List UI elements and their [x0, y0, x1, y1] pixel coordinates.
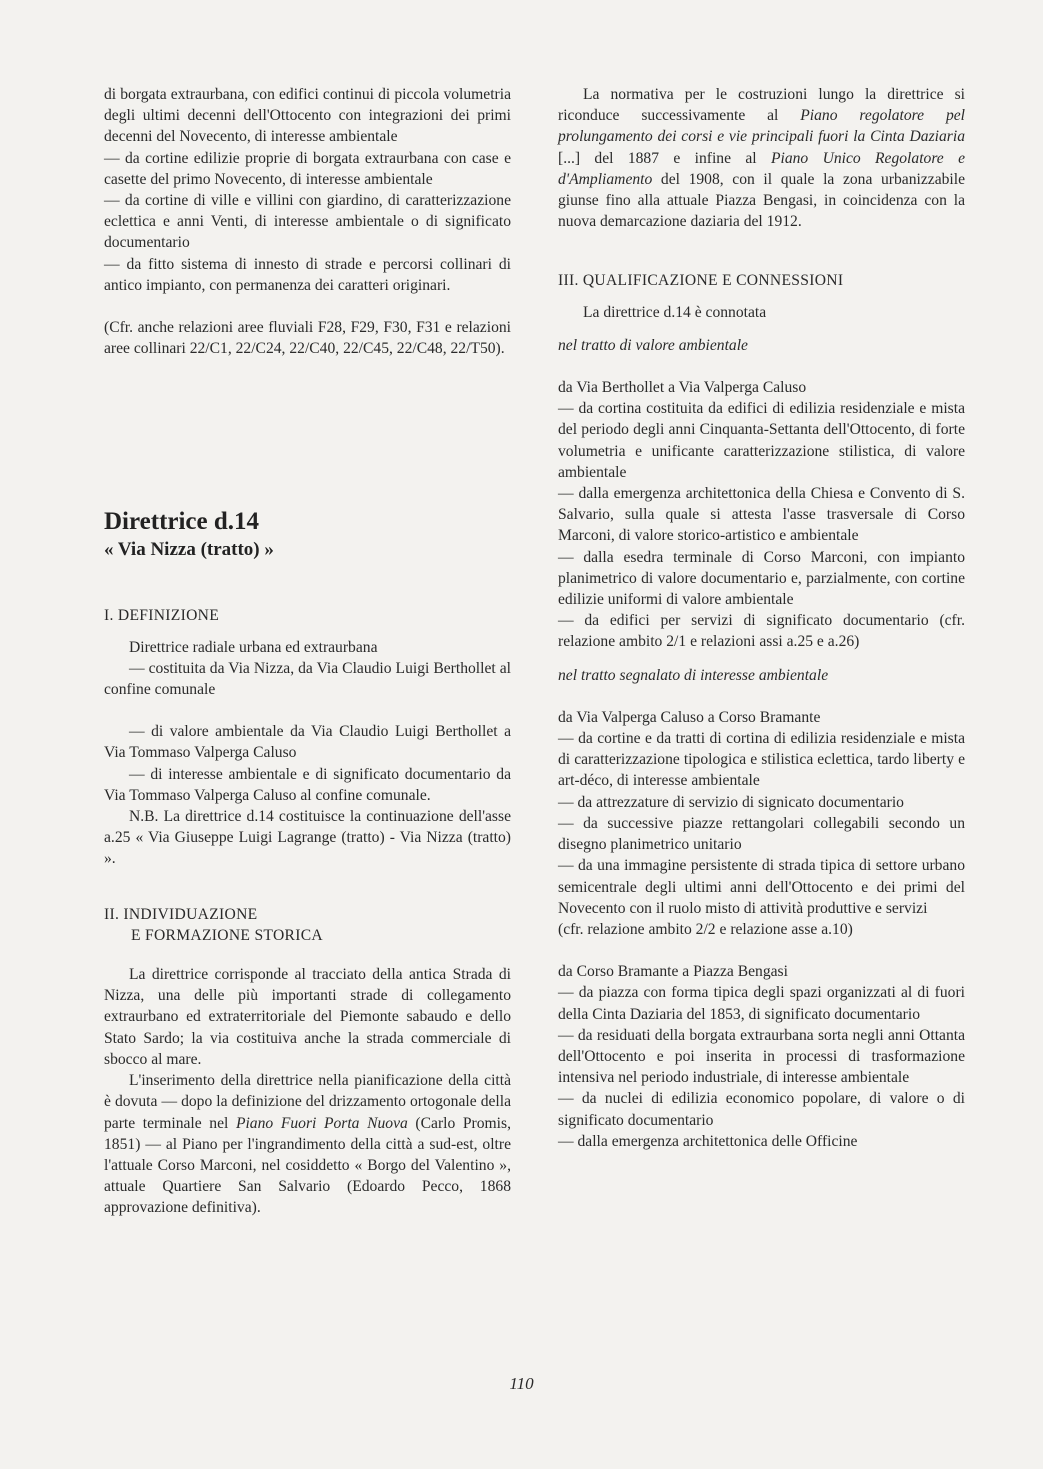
- intro-line: — da fitto sistema di innesto di strade e percorsi collinari di antico impianto, con permanenza dei caratteri originari.: [104, 255, 511, 294]
- page-subtitle: « Via Nizza (tratto) »: [104, 539, 274, 561]
- list-item: — da successive piazze rettangolari collegabili secondo un disegno planimetrico unitario: [558, 814, 965, 854]
- intro-line: — da cortine edilizie proprie di borgata extraurbana con case e casette del primo Novecento, di interesse ambientale: [104, 149, 511, 188]
- plan-name: Piano regolatore pel prolungamento dei corsi e vie principali fuori la Cinta Daziaria: [558, 107, 966, 146]
- paragraph: L'inserimento della direttrice nella pianificazione della città è dovuta — dopo la definizione del drizzamento ortogonale della parte terminale nel Piano Fuori Porta Nuova (Carlo Promis, 1851) — al Piano per l'ingrandimento della città a sud-est, oltre l'attuale Corso Marconi, nel cosiddetto « Borgo del Valentino », attuale Quartiere San Salvario (Edoardo Pecco, 1868 approvazione definitiva).: [104, 1072, 511, 1217]
- paragraph: — costituita da Via Nizza, da Via Claudio Luigi Berthollet al confine comunale: [104, 659, 511, 699]
- heading-line: E FORMAZIONE STORICA: [131, 926, 323, 944]
- right-column: [558, 84, 965, 1152]
- page-title: Direttrice d.14: [104, 508, 260, 536]
- plan-name: Piano Fuori Porta Nuova: [235, 1114, 408, 1132]
- list-item: — dalla emergenza architettonica delle Officine: [558, 1132, 858, 1150]
- intro-line: di borgata extraurbana, con edifici continui di piccola volumetria degli ultimi decenni dell'Ottocento con integrazioni dei primi decenni del Novecento, di interesse ambientale: [104, 86, 511, 146]
- section-heading-individuazione: [104, 904, 511, 946]
- tract-label: nel tratto di valore ambientale: [558, 336, 748, 354]
- tract-from: da Via Berthollet a Via Valperga Caluso: [558, 379, 807, 397]
- paragraph: — di valore ambientale da Via Claudio Luigi Berthollet a Via Tommaso Valperga Caluso: [104, 723, 511, 762]
- section-heading-qualificazione: III. QUALIFICAZIONE E CONNESSIONI: [558, 272, 844, 290]
- list-item: — da residuati della borgata extraurbana sorta negli anni Ottanta dell'Ottocento e poi inserita in processi di trasformazione intensiva nel periodo industriale, di interesse ambientale: [558, 1026, 965, 1087]
- list-item: — da una immagine persistente di strada tipica di settore urbano semicentrale degli ultimi anni dell'Ottocento e dei primi del Novecento con il ruolo misto di attività produttive e servizi: [558, 857, 965, 917]
- paragraph: La normativa per le costruzioni lungo la direttrice si riconduce successivamente al Piano regolatore pel prolungamento dei corsi e vie principali fuori la Cinta Daziaria [...] del 1887 e infine al Piano Unico Regolatore e d'Ampliamento del 1908, con il quale la zona urbanizzabile giunse fino alla attuale Piazza Bengasi, in coincidenza con la nuova demarcazione daziaria del 1912.: [558, 86, 966, 231]
- heading-line: II. INDIVIDUAZIONE: [104, 905, 258, 923]
- list-item: — dalla emergenza architettonica della Chiesa e Convento di S. Salvario, sulla quale si attesta l'asse trasversale di Corso Marconi, di valore storico-artistico e ambientale: [558, 485, 965, 545]
- list-item: — dalla esedra terminale di Corso Marconi, con impianto planimetrico di valore documentario e, parzialmente, con cortine edilizie uniformi di valore ambientale: [558, 548, 965, 609]
- list-item: — da nuclei di edilizia economico popolare, di valore o di significato documentario: [558, 1090, 965, 1129]
- list-item: — da piazza con forma tipica degli spazi organizzati al di fuori della Cinta Daziaria del 1853, di significato documentario: [558, 984, 965, 1023]
- section-heading-definizione: I. DEFINIZIONE: [104, 607, 220, 625]
- paragraph: La direttrice d.14 è connotata: [583, 303, 767, 321]
- cfr-note: (Cfr. anche relazioni aree fluviali F28, F29, F30, F31 e relazioni aree collinari 22/C1, 22/C24, 22/C40, 22/C45, 22/C48, 22/T50).: [104, 319, 511, 358]
- list-item: — da cortine e da tratti di cortina di edilizia residenziale e mista di caratterizzazione tipologica e stilistica eclettica, tardo liberty e art-déco, di interesse ambientale: [558, 730, 965, 790]
- nb-note: N.B. La direttrice d.14 costituisce la continuazione dell'asse a.25 « Via Giuseppe Luigi Lagrange (tratto) - Via Nizza (tratto) ».: [104, 808, 511, 868]
- list-item: (cfr. relazione ambito 2/2 e relazione asse a.10): [558, 920, 853, 938]
- tract-from: da Via Valperga Caluso a Corso Bramante: [558, 708, 821, 726]
- left-column: [104, 84, 511, 1219]
- list-item: — da attrezzature di servizio di signicato documentario: [558, 793, 904, 811]
- paragraph: La direttrice corrisponde al tracciato della antica Strada di Nizza, una delle più importanti strade di collegamento extraurbano ed extraterritoriale del Piemonte sabaudo e dello Stato Sardo; la via costituiva anche la strada commerciale di sbocco al mare.: [104, 966, 511, 1068]
- tract-from: da Corso Bramante a Piazza Bengasi: [558, 963, 788, 981]
- list-item: — da cortina costituita da edifici di edilizia residenziale e mista del periodo degli anni Cinquanta-Settanta dell'Ottocento, di forte volumetria e unificante caratterizzazione stilistica, di valore ambientale: [558, 400, 965, 481]
- page-number: 110: [509, 1374, 534, 1393]
- paragraph: Direttrice radiale urbana ed extraurbana: [129, 638, 378, 656]
- plan-name: Piano Unico Regolatore e d'Ampliamento: [558, 149, 966, 188]
- tract-label: nel tratto segnalato di interesse ambientale: [558, 666, 829, 684]
- paragraph: — di interesse ambientale e di significato documentario da Via Tommaso Valperga Caluso al confine comunale.: [104, 765, 511, 804]
- list-item: — da edifici per servizi di significato documentario (cfr. relazione ambito 2/1 e relazioni assi a.25 e a.26): [558, 612, 965, 651]
- intro-line: — da cortine di ville e villini con giardino, di caratterizzazione eclettica e anni Venti, di interesse ambientale o di significato documentario: [104, 192, 511, 252]
